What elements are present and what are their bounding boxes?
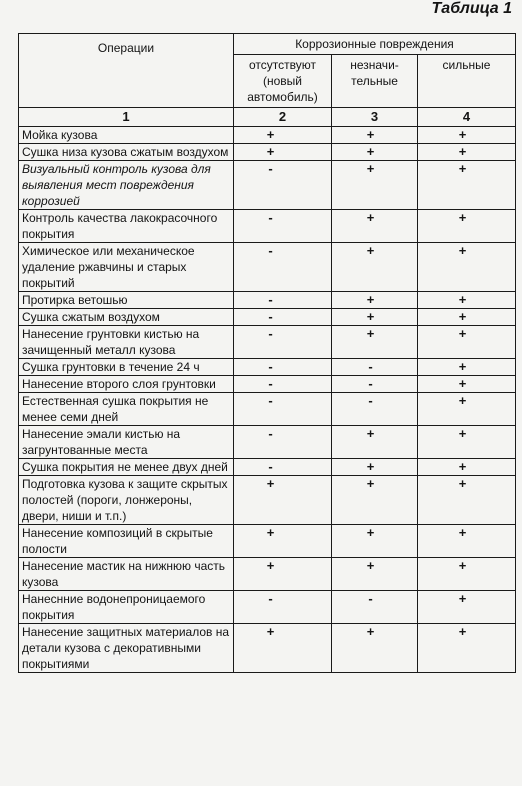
mark-cell <box>418 210 516 243</box>
mark-cell <box>332 210 418 243</box>
mark-symbol: + <box>458 525 467 540</box>
mark-symbol: - <box>268 393 273 408</box>
mark-cell <box>332 243 418 292</box>
operation-text-line: Сушка сжатым воздухом <box>22 310 160 324</box>
mark-cell <box>418 376 516 393</box>
mark-cell <box>234 127 332 144</box>
column-number-row <box>19 108 516 127</box>
mark-cell <box>418 459 516 476</box>
operation-cell <box>19 459 234 476</box>
mark-symbol: - <box>268 243 273 258</box>
mark-cell <box>234 558 332 591</box>
mark-symbol: + <box>458 326 467 341</box>
mark-symbol: - <box>268 161 273 176</box>
header-minor-line: незначи- <box>350 58 399 72</box>
mark-cell <box>418 127 516 144</box>
mark-cell <box>234 292 332 309</box>
mark-cell <box>418 243 516 292</box>
operation-cell <box>19 624 234 673</box>
table-row <box>19 591 516 624</box>
mark-cell <box>418 558 516 591</box>
operation-cell <box>19 309 234 326</box>
mark-cell <box>418 476 516 525</box>
mark-symbol: - <box>268 309 273 324</box>
operation-cell <box>19 476 234 525</box>
mark-cell <box>418 525 516 558</box>
table-row <box>19 292 516 309</box>
table-row <box>19 558 516 591</box>
operation-cell <box>19 243 234 292</box>
mark-symbol: + <box>458 393 467 408</box>
table-row <box>19 243 516 292</box>
operation-text-line: Мойка кузова <box>22 128 98 142</box>
operation-text-line: Химическое или механическое <box>22 244 195 258</box>
table-row <box>19 459 516 476</box>
mark-symbol: + <box>366 144 375 159</box>
operation-cell <box>19 558 234 591</box>
header-operations: Операции <box>19 34 234 108</box>
mark-symbol: + <box>458 161 467 176</box>
mark-cell <box>332 624 418 673</box>
operation-cell <box>19 161 234 210</box>
mark-cell <box>234 243 332 292</box>
mark-symbol: + <box>458 292 467 307</box>
mark-cell <box>418 393 516 426</box>
mark-symbol: - <box>268 426 273 441</box>
mark-symbol: + <box>458 144 467 159</box>
mark-symbol: - <box>368 376 373 391</box>
mark-symbol: + <box>366 309 375 324</box>
table-row <box>19 144 516 161</box>
mark-symbol: - <box>368 591 373 606</box>
mark-cell <box>332 558 418 591</box>
operation-cell <box>19 591 234 624</box>
operation-text-line: Визуальный контроль кузова для <box>22 162 211 176</box>
mark-symbol: + <box>458 210 467 225</box>
operation-cell <box>19 127 234 144</box>
mark-symbol: + <box>458 243 467 258</box>
mark-cell <box>234 459 332 476</box>
header-corrosion: Коррозионные повреждения <box>234 34 516 55</box>
operation-text-line: Нанеснние водонепроницаемого <box>22 592 206 606</box>
table-row <box>19 161 516 210</box>
mark-symbol: + <box>266 476 275 491</box>
operation-cell <box>19 326 234 359</box>
mark-symbol: + <box>458 426 467 441</box>
mark-symbol: + <box>366 624 375 639</box>
mark-symbol: - <box>268 459 273 474</box>
mark-symbol: - <box>268 326 273 341</box>
table-row <box>19 426 516 459</box>
operation-text-line: коррозией <box>22 194 80 208</box>
mark-cell <box>332 476 418 525</box>
mark-cell <box>234 376 332 393</box>
mark-cell <box>332 144 418 161</box>
header-absent-line: автомобиль) <box>247 90 318 104</box>
mark-cell <box>418 359 516 376</box>
mark-cell <box>418 309 516 326</box>
table-row <box>19 309 516 326</box>
mark-cell <box>234 476 332 525</box>
operation-cell <box>19 376 234 393</box>
mark-cell <box>332 127 418 144</box>
operation-cell <box>19 426 234 459</box>
mark-cell <box>332 591 418 624</box>
operation-text-line: зачищенный металл кузова <box>22 343 176 357</box>
mark-cell <box>332 459 418 476</box>
mark-symbol: + <box>458 459 467 474</box>
operation-text-line: Нанесение грунтовки кистью на <box>22 327 200 341</box>
mark-symbol: - <box>268 591 273 606</box>
mark-cell <box>332 525 418 558</box>
operation-text-line: Сушка покрытия не менее двух дней <box>22 460 228 474</box>
mark-symbol: - <box>268 292 273 307</box>
mark-cell <box>418 144 516 161</box>
header-absent-line: (новый <box>263 74 302 88</box>
operation-text-line: детали кузова с декоративными <box>22 641 201 655</box>
operation-text-line: удаление ржавчины и старых <box>22 260 187 274</box>
mark-symbol: + <box>366 525 375 540</box>
mark-symbol: + <box>366 426 375 441</box>
header-absent <box>234 55 332 108</box>
operation-text-line: Нанесение защитных материалов на <box>22 625 230 639</box>
mark-symbol: - <box>268 359 273 374</box>
table-row <box>19 210 516 243</box>
operation-text-line: менее семи дней <box>22 410 119 424</box>
mark-cell <box>418 326 516 359</box>
operation-text-line: Сушка низа кузова сжатым воздухом <box>22 145 229 159</box>
mark-cell <box>234 426 332 459</box>
mark-cell <box>332 359 418 376</box>
table-row <box>19 376 516 393</box>
header-strong-line: сильные <box>442 58 491 72</box>
operation-cell <box>19 525 234 558</box>
table-row <box>19 525 516 558</box>
mark-symbol: + <box>366 210 375 225</box>
mark-cell <box>332 161 418 210</box>
mark-cell <box>234 161 332 210</box>
operation-text-line: Нанесение эмали кистью на <box>22 427 181 441</box>
header-minor-line: тельные <box>351 74 398 88</box>
mark-cell <box>234 393 332 426</box>
mark-symbol: + <box>458 558 467 573</box>
mark-cell <box>418 292 516 309</box>
mark-cell <box>234 326 332 359</box>
mark-cell <box>418 426 516 459</box>
mark-symbol: + <box>266 558 275 573</box>
mark-cell <box>234 525 332 558</box>
operation-text-line: Естественная сушка покрытия не <box>22 394 209 408</box>
mark-symbol: + <box>458 127 467 142</box>
table-row <box>19 624 516 673</box>
operation-text-line: выявления мест повреждения <box>22 178 194 192</box>
table-row <box>19 359 516 376</box>
mark-cell <box>234 309 332 326</box>
operation-cell <box>19 210 234 243</box>
operation-text-line: покрытий <box>22 276 75 290</box>
column-number: 1 <box>19 108 234 127</box>
mark-symbol: + <box>266 144 275 159</box>
mark-symbol: + <box>458 624 467 639</box>
mark-symbol: + <box>266 127 275 142</box>
operation-cell <box>19 292 234 309</box>
header-absent-line: отсутствуют <box>249 58 316 72</box>
operation-text-line: Контроль качества лакокрасочного <box>22 211 218 225</box>
table-row <box>19 127 516 144</box>
mark-cell <box>332 292 418 309</box>
operation-cell <box>19 144 234 161</box>
mark-symbol: + <box>366 243 375 258</box>
mark-symbol: + <box>366 161 375 176</box>
table-caption: Таблица 1 <box>431 0 512 17</box>
mark-symbol: - <box>268 376 273 391</box>
mark-symbol: + <box>366 459 375 474</box>
table-row <box>19 326 516 359</box>
mark-cell <box>332 309 418 326</box>
operation-cell <box>19 393 234 426</box>
mark-symbol: - <box>268 210 273 225</box>
operation-text-line: Нанесение мастик на нижнюю часть <box>22 559 225 573</box>
mark-cell <box>234 624 332 673</box>
table-row <box>19 476 516 525</box>
mark-cell <box>332 426 418 459</box>
operation-text-line: полостей (пороги, лонжероны, <box>22 493 193 507</box>
mark-cell <box>234 591 332 624</box>
mark-symbol: - <box>368 359 373 374</box>
operation-text-line: полости <box>22 542 67 556</box>
operation-text-line: Нанесение второго слоя грунтовки <box>22 377 216 391</box>
operation-cell <box>19 359 234 376</box>
mark-symbol: + <box>458 591 467 606</box>
mark-symbol: + <box>458 476 467 491</box>
mark-symbol: + <box>366 558 375 573</box>
header-strong <box>418 55 516 108</box>
operation-text-line: покрытиями <box>22 657 90 671</box>
operation-text-line: кузова <box>22 575 59 589</box>
operation-text-line: Подготовка кузова к защите скрытых <box>22 477 228 491</box>
operation-text-line: Нанесение композиций в скрытые <box>22 526 213 540</box>
mark-cell <box>418 161 516 210</box>
mark-symbol: + <box>458 376 467 391</box>
column-number: 2 <box>234 108 332 127</box>
mark-symbol: + <box>458 359 467 374</box>
mark-symbol: + <box>266 525 275 540</box>
table-row <box>19 393 516 426</box>
mark-symbol: + <box>366 292 375 307</box>
mark-cell <box>418 591 516 624</box>
operation-text-line: покрытия <box>22 608 75 622</box>
mark-symbol: + <box>366 127 375 142</box>
mark-cell <box>332 393 418 426</box>
column-number: 4 <box>418 108 516 127</box>
column-number: 3 <box>332 108 418 127</box>
mark-symbol: + <box>266 624 275 639</box>
mark-symbol: - <box>368 393 373 408</box>
mark-cell <box>418 624 516 673</box>
operation-text-line: Сушка грунтовки в течение 24 ч <box>22 360 200 374</box>
header-minor <box>332 55 418 108</box>
operation-text-line: двери, ниши и т.п.) <box>22 509 127 523</box>
mark-cell <box>234 210 332 243</box>
operation-text-line: загрунтованные места <box>22 443 148 457</box>
mark-cell <box>332 376 418 393</box>
operation-text-line: Протирка ветошью <box>22 293 128 307</box>
mark-cell <box>234 144 332 161</box>
mark-symbol: + <box>366 476 375 491</box>
mark-symbol: + <box>366 326 375 341</box>
corrosion-operations-table <box>18 33 516 673</box>
mark-symbol: + <box>458 309 467 324</box>
mark-cell <box>332 326 418 359</box>
mark-cell <box>234 359 332 376</box>
operation-text-line: покрытия <box>22 227 75 241</box>
